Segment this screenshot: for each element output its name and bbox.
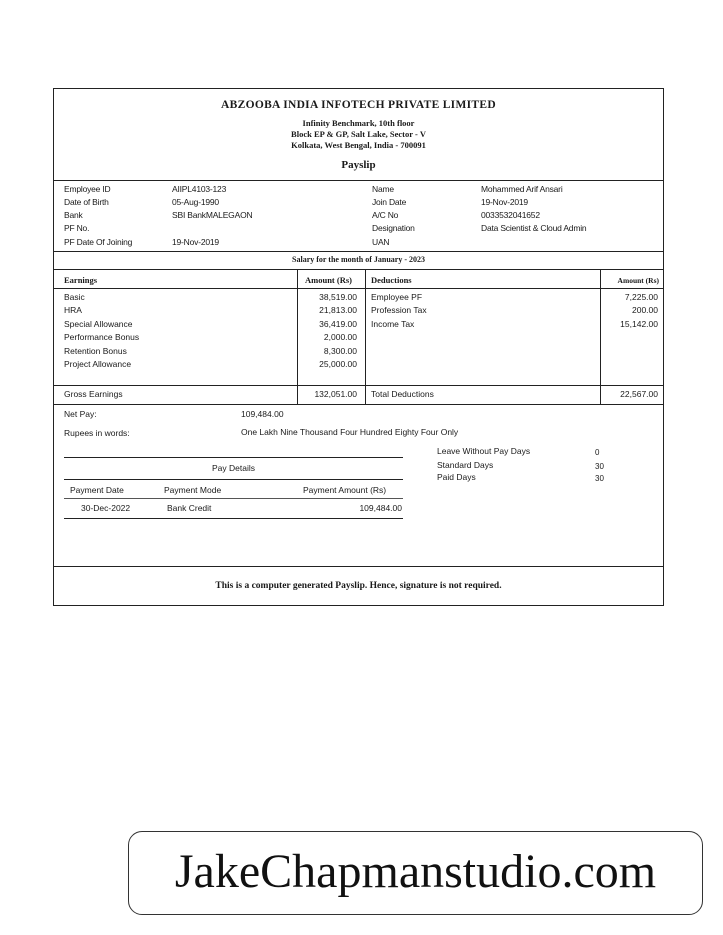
- payment-mode-value: Bank Credit: [167, 503, 212, 513]
- total-deductions-label: Total Deductions: [371, 389, 434, 399]
- label-employee-id: Employee ID: [64, 184, 111, 194]
- earning-amount: 38,519.00: [319, 292, 357, 302]
- payment-date-header: Payment Date: [70, 485, 124, 495]
- deduction-amount: 7,225.00: [624, 292, 658, 302]
- payment-mode-header: Payment Mode: [164, 485, 222, 495]
- leave-without-pay-label: Leave Without Pay Days: [437, 446, 531, 456]
- pay-details-title: Pay Details: [212, 463, 255, 473]
- value-date-of-birth: 05-Aug-1990: [172, 197, 219, 207]
- paid-days-label: Paid Days: [437, 472, 476, 482]
- value-ac-no: 0033532041652: [481, 210, 540, 220]
- company-name: ABZOOBA INDIA INFOTECH PRIVATE LIMITED: [221, 99, 496, 111]
- payslip-title: Payslip: [341, 159, 376, 171]
- label-uan: UAN: [372, 237, 390, 247]
- watermark-text: JakeChapmanstudio.com: [174, 845, 657, 898]
- net-pay-label: Net Pay:: [64, 409, 97, 419]
- payment-date-value: 30-Dec-2022: [81, 503, 131, 513]
- label-pf-no: PF No.: [64, 223, 90, 233]
- earning-amount: 21,813.00: [319, 305, 357, 315]
- earning-amount: 2,000.00: [323, 332, 357, 342]
- earning-name: Special Allowance: [64, 319, 133, 329]
- deduction-name: Income Tax: [371, 319, 415, 329]
- earnings-amount-header: Amount (Rs): [305, 275, 352, 285]
- label-pf-date-of-joining: PF Date Of Joining: [64, 237, 133, 247]
- paid-days-value: 30: [595, 474, 604, 483]
- company-address-line1: Infinity Benchmark, 10th floor: [302, 118, 415, 128]
- label-date-of-birth: Date of Birth: [64, 197, 109, 207]
- company-address-line2: Block EP & GP, Salt Lake, Sector - V: [291, 129, 426, 139]
- divider: [54, 180, 663, 181]
- deduction-name: Profession Tax: [371, 305, 427, 315]
- gross-earnings-amount: 132,051.00: [314, 389, 357, 399]
- total-deductions-amount: 22,567.00: [620, 389, 658, 399]
- earnings-header: Earnings: [64, 275, 98, 285]
- watermark-badge: [128, 831, 703, 915]
- label-ac-no: A/C No: [372, 210, 399, 220]
- earning-name: Basic: [64, 292, 85, 302]
- payslip-document: [53, 88, 664, 606]
- earning-name: Retention Bonus: [64, 346, 127, 356]
- divider: [54, 385, 663, 386]
- divider: [54, 251, 663, 252]
- divider: [54, 288, 663, 289]
- footer-note: This is a computer generated Payslip. Hence, signature is not required.: [215, 581, 502, 591]
- divider: [64, 498, 403, 499]
- label-name: Name: [372, 184, 394, 194]
- standard-days-label: Standard Days: [437, 460, 494, 470]
- divider: [64, 518, 403, 519]
- value-pf-date-of-joining: 19-Nov-2019: [172, 237, 219, 247]
- divider: [54, 404, 663, 405]
- earning-amount: 8,300.00: [323, 346, 357, 356]
- company-address-line3: Kolkata, West Bengal, India - 700091: [291, 140, 426, 150]
- column-divider: [365, 269, 366, 404]
- value-join-date: 19-Nov-2019: [481, 197, 528, 207]
- deduction-name: Employee PF: [371, 292, 423, 302]
- value-employee-id: AIIPL4103-123: [172, 184, 227, 194]
- earning-amount: 36,419.00: [319, 319, 357, 329]
- leave-without-pay-value: 0: [595, 448, 600, 457]
- rupees-in-words-value: One Lakh Nine Thousand Four Hundred Eighty Four Only: [241, 427, 459, 437]
- divider: [64, 457, 403, 458]
- payment-amount-value: 109,484.00: [359, 503, 402, 513]
- earning-name: HRA: [64, 305, 82, 315]
- label-designation: Designation: [372, 223, 415, 233]
- divider: [54, 566, 663, 567]
- divider: [64, 479, 403, 480]
- earning-name: Performance Bonus: [64, 332, 140, 342]
- payment-amount-header: Payment Amount (Rs): [303, 485, 387, 495]
- rupees-in-words-label: Rupees in words:: [64, 428, 130, 438]
- net-pay-value: 109,484.00: [241, 409, 284, 419]
- value-designation: Data Scientist & Cloud Admin: [481, 223, 587, 233]
- value-name: Mohammed Arif Ansari: [481, 184, 563, 194]
- deductions-header: Deductions: [371, 275, 412, 285]
- deduction-amount: 200.00: [632, 305, 658, 315]
- standard-days-value: 30: [595, 462, 604, 471]
- earning-amount: 25,000.00: [319, 359, 357, 369]
- divider: [54, 269, 663, 270]
- label-join-date: Join Date: [372, 197, 407, 207]
- earning-name: Project Allowance: [64, 359, 132, 369]
- label-bank: Bank: [64, 210, 83, 220]
- column-divider: [600, 269, 601, 404]
- gross-earnings-label: Gross Earnings: [64, 389, 123, 399]
- deductions-amount-header: Amount (Rs): [617, 276, 659, 285]
- deduction-amount: 15,142.00: [620, 319, 658, 329]
- salary-month-heading: Salary for the month of January - 2023: [292, 255, 425, 264]
- value-bank: SBI BankMALEGAON: [172, 210, 253, 220]
